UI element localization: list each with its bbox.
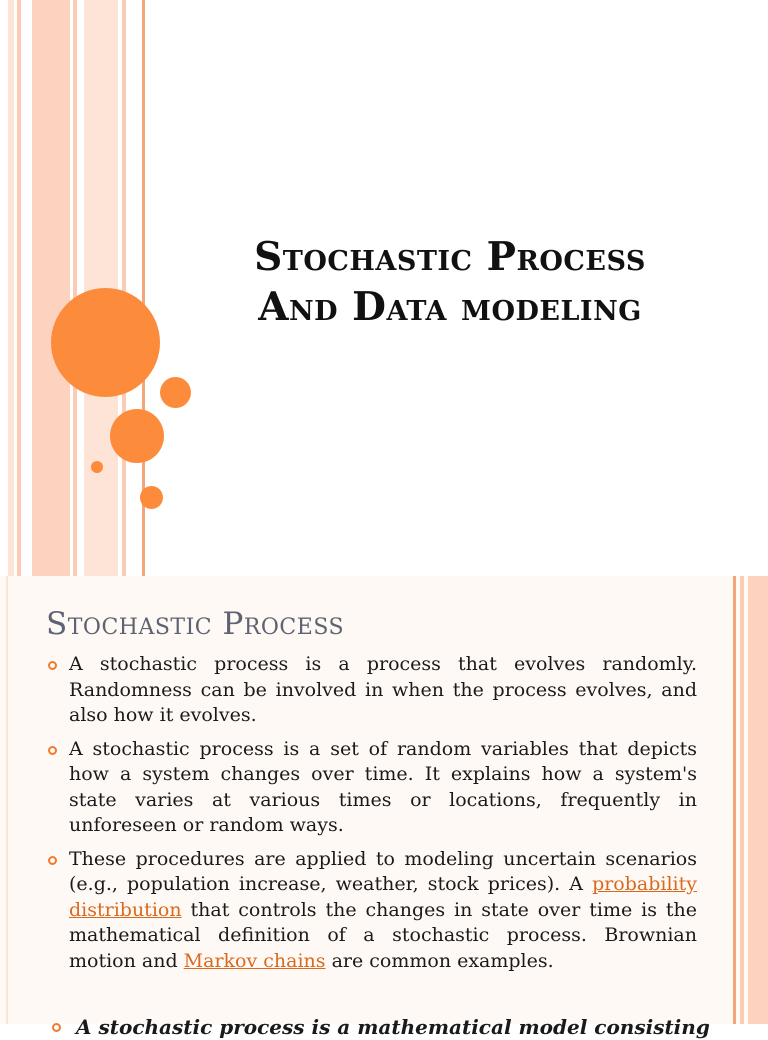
cut-off-bullet [52,1014,756,1040]
decorative-stripe [17,0,21,576]
large-circle-decoration [51,288,160,397]
slide-heading: Stochastic Process [46,606,345,642]
bullet-text-part: are common examples. [325,949,554,972]
bullet-text-part: These procedures are applied to modeling uncertain scenarios (e.g., population increase, weather, stock prices). A [69,847,697,895]
small-circle-decoration [160,377,191,408]
content-slide [0,576,768,1039]
bullet-item [46,737,697,839]
markov-chains-link[interactable]: Markov chains [183,949,326,972]
medium-circle-decoration [110,409,164,463]
decorative-stripe [32,0,70,576]
decorative-stripe [748,576,768,1024]
decorative-stripe [740,576,744,1024]
decorative-stripe [8,0,14,576]
decorative-stripe [733,576,736,1024]
small-circle-decoration [140,486,163,509]
slide-title [180,232,720,332]
decorative-stripe [73,0,77,576]
bullet-text: A stochastic process is a set of random variables that depicts how a system changes over time. It explains how a system's state varies at various times or locations, frequently in unforeseen or random ways. [69,737,697,836]
decorative-stripe [122,0,126,576]
bullet-text-part: that controls the changes in state over time is the mathematical definition of a stochastic process. Brownian motion and [69,898,697,972]
probability-distribution-link[interactable]: probability distribution [69,873,697,921]
decorative-stripe [6,576,8,1024]
bullet-item [46,652,697,729]
title-line-1: Stochastic Process [254,234,646,280]
bullet-circle-icon [48,856,57,865]
bullet-circle-icon [48,661,57,670]
bullet-item [46,847,697,975]
bullet-text: A stochastic process is a process that evolves randomly. Randomness can be involved in when the process evolves, and also how it evolves. [69,653,697,726]
bullet-list [46,652,697,982]
bullet-circle-icon [52,1023,61,1032]
bullet-text: A stochastic process is a mathematical model consisting [76,1015,710,1039]
bullet-circle-icon [48,746,57,755]
tiny-circle-decoration [91,461,103,473]
title-line-2: And Data modeling [258,284,642,330]
